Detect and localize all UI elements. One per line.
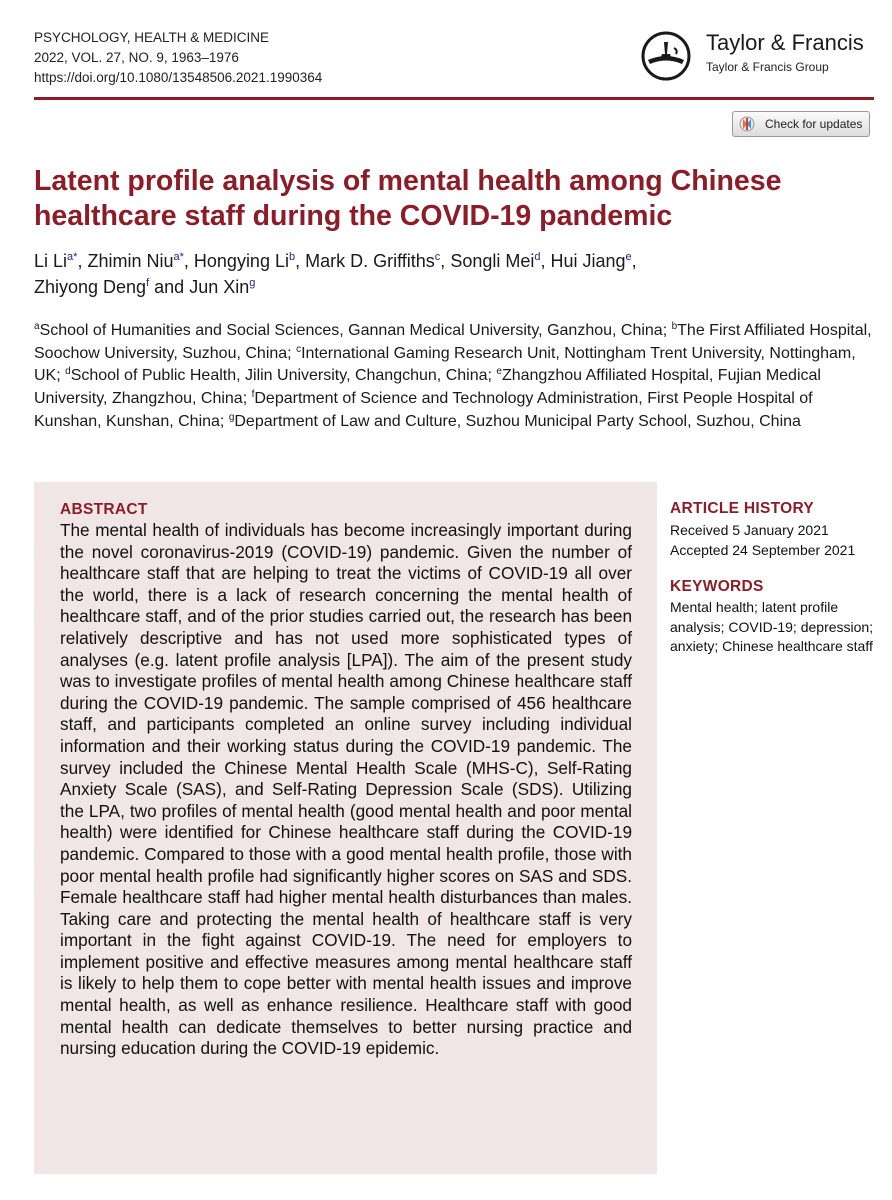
author-name: Jun Xin	[189, 277, 250, 297]
affiliation-marker: e	[496, 366, 502, 378]
header-divider	[34, 97, 874, 100]
affiliation-text: Department of Law and Culture, Suzhou Municipal Party School, Suzhou, China	[234, 412, 801, 430]
keywords-heading: KEYWORDS	[670, 578, 764, 595]
affiliation-text: Zhangzhou Affiliated Hospital, Fujian Medical University, Zhangzhou, China;	[34, 367, 821, 408]
author-affiliation-marker[interactable]: g	[249, 277, 256, 289]
publisher-name: Taylor & Francis	[706, 30, 864, 55]
affiliation-marker: b	[671, 321, 678, 332]
check-for-updates-label: Check for updates	[765, 117, 863, 131]
keywords-text: Mental health; latent profile analysis; COVID-19; depression; anxiety; Chinese healthcare staff	[670, 599, 874, 654]
author-affiliation-marker[interactable]: b	[288, 251, 296, 263]
author-name: Hongying Li	[193, 251, 289, 271]
journal-info	[34, 28, 322, 88]
affiliation-marker: g	[228, 411, 235, 423]
affiliation-marker: a	[34, 321, 40, 332]
affiliation-marker: c	[296, 343, 302, 355]
author-name: Zhiyong Deng	[34, 277, 147, 297]
author-affiliation-marker[interactable]: e	[625, 251, 632, 263]
keywords-block	[670, 578, 880, 657]
accepted-date: Accepted 24 September 2021	[670, 542, 856, 558]
received-date: Received 5 January 2021	[670, 522, 829, 538]
taylor-francis-logo-icon	[640, 30, 692, 82]
publisher-block	[640, 30, 880, 74]
author-name: Li Li	[34, 251, 68, 271]
abstract-panel	[34, 482, 657, 1174]
author-affiliation-marker[interactable]: c	[434, 251, 441, 263]
affiliation-text: School of Public Health, Jilin University, Changchun, China;	[70, 367, 497, 385]
author-affiliation-marker[interactable]: a*	[67, 251, 78, 263]
affiliation-marker: d	[65, 366, 71, 378]
author-list: Li $Li^{a*}$, Zhimin Niu$^{a*}$, Hongying Li$^b$, Mark D. Griffiths$^c$, Songli Mei$^d$, Hui Jiang$^e$, Zhiyong Deng$^f$ and Jun Xin$^g$	[34, 251, 637, 297]
affiliation-text: The First Affiliated Hospital, Soochow University, Suzhou, China;	[34, 322, 872, 362]
author-name: Hui Jiang	[550, 251, 626, 271]
affiliation-marker: f	[251, 389, 255, 401]
author-affiliation-marker[interactable]: d	[534, 251, 541, 263]
article-title: Latent profile analysis of mental health among Chinese healthcare staff during the COVID-19 pandemic	[34, 165, 782, 232]
publisher-group: Taylor & Francis Group	[706, 60, 829, 74]
abstract-text: The mental health of individuals has become increasingly important during the novel coronavirus-2019 (COVID-19) pandemic. Given the number of healthcare staff that are helping to treat the victims of COVID-19 all over the world, there is a lack of research concerning the mental health of healthcare staff, and of the prior studies carried out, the research has been relatively descriptive and has not used more sophisticated types of analyses (e.g. latent profile analysis [LPA]). The aim of the present study was to investigate profiles of mental health among Chinese healthcare staff during the COVID-19 pandemic. The sample comprised of 456 healthcare staff, and participants completed an online survey including individual information and their working status during the COVID-19 pandemic. The survey included the Chinese Mental Health Scale (MHS-C), Self-Rating Anxiety Scale (SAS), and Self-Rating Depression Scale (SDS). Utilizing the LPA, two profiles of mental health (good mental health and poor mental health) were identified for Chinese healthcare staff during the COVID-19 pandemic. Compared to those with a good mental health profile, those with poor mental health profile had significantly higher scores on SAS and SDS. Female healthcare staff had higher mental health disturbances than males. Taking care and protecting the mental health of healthcare staff is very important in the fight against COVID-19. The need for employers to implement positive and effective measures among mental healthcare staff is likely to help them to cope better with mental health issues and improve mental health, as well as enhance resilience. Healthcare staff with good mental health can dedicate themselves to better nursing practice and nursing education during the COVID-19 epidemic.	[60, 520, 632, 1059]
author-affiliation-marker[interactable]: f	[146, 277, 150, 289]
affiliation-text: School of Humanities and Social Sciences, Gannan Medical University, Ganzhou, China;	[39, 322, 672, 339]
affiliation-text: International Gaming Research Unit, Nottingham Trent University, Nottingham, UK;	[34, 344, 856, 385]
article-history-heading: ARTICLE HISTORY	[670, 500, 815, 517]
crossmark-icon	[739, 116, 755, 132]
abstract-heading: ABSTRACT	[60, 501, 148, 518]
journal-volume: 2022, VOL. 27, NO. 9, 1963–1976	[34, 50, 239, 65]
author-name: Mark D. Griffiths	[305, 251, 435, 271]
journal-doi[interactable]: https://doi.org/10.1080/13548506.2021.1990364	[34, 70, 323, 85]
author-name: Zhimin Niu	[87, 251, 174, 271]
author-name: Songli Mei	[450, 251, 535, 271]
affiliation-text: Department of Science and Technology Administration, First People Hospital of Kunshan, Kunshan, China;	[34, 390, 813, 430]
journal-name: PSYCHOLOGY, HEALTH & MEDICINE	[34, 30, 270, 45]
article-history	[670, 500, 880, 560]
check-for-updates-button[interactable]	[732, 111, 870, 137]
author-affiliation-marker[interactable]: a*	[173, 251, 184, 263]
affiliation-list	[34, 320, 884, 434]
